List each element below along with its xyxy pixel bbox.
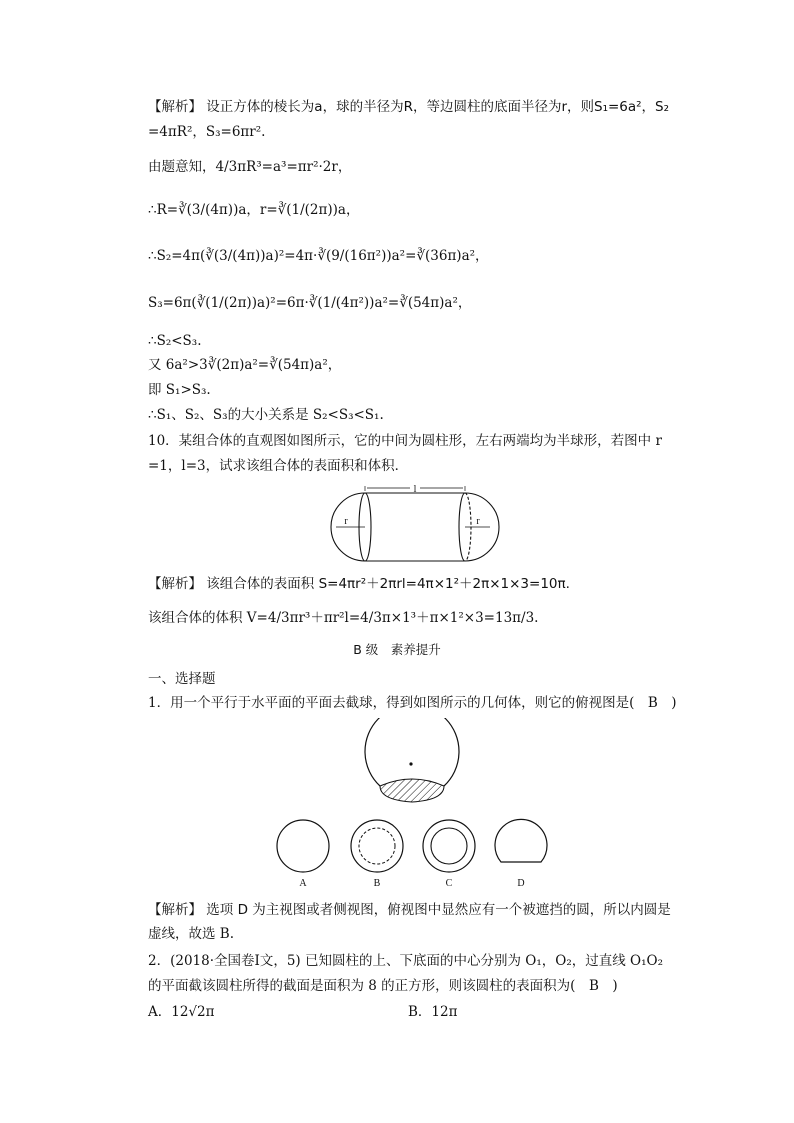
text-line: 【解析】 该组合体的表面积 S=4πr²＋2πrl=4π×1²＋2π×1×3=10π. bbox=[148, 576, 570, 592]
option-b-label: B bbox=[373, 878, 381, 889]
text-line: ∴S₂<S₃. bbox=[148, 333, 202, 349]
text-line: 即 S₁>S₃. bbox=[148, 382, 211, 398]
text-line: =1，l=3，试求该组合体的表面积和体积． bbox=[148, 458, 409, 474]
text-line: 该组合体的体积 V=4/3πr³＋πr²l=4/3π×1³＋π×1²×3=13π/3. bbox=[148, 610, 539, 626]
choice-a: A．12√2π bbox=[148, 1004, 215, 1020]
text-line: 的平面截该圆柱所得的截面是面积为 8 的正方形，则该圆柱的表面积为( B ) bbox=[148, 978, 618, 994]
text-line: ∴S₂=4π(∛(3/(4π))a)²=4π·∛(9/(16π²))a²=∛(36π)a²， bbox=[148, 248, 489, 264]
option-c-figure bbox=[421, 818, 477, 874]
text-line: 又 6a²>3∛(2π)a²=∛(54π)a²， bbox=[148, 357, 342, 373]
text-line: 由题意知，4/3πR³=a³=πr²·2r， bbox=[148, 159, 352, 175]
section-heading: B 级 素养提升 bbox=[353, 642, 441, 657]
option-d-figure bbox=[493, 818, 549, 874]
radius-label-right: r bbox=[476, 516, 480, 527]
option-c-label: C bbox=[445, 878, 453, 889]
text-line: 【解析】 选项 D 为主视图或者侧视图，俯视图中显然应有一个被遮挡的圆，所以内圆是 bbox=[148, 902, 671, 918]
length-label: l bbox=[413, 484, 417, 495]
text-line: ∴S₁、S₂、S₃的大小关系是 S₂<S₃<S₁. bbox=[148, 407, 384, 423]
question-2: 2．(2018·全国卷Ⅰ文，5) 已知圆柱的上、下底面的中心分别为 O₁，O₂，过直线 O₁O₂ bbox=[148, 953, 663, 969]
text-line: =4πR²，S₃=6πr². bbox=[148, 124, 266, 140]
question-10: 10．某组合体的直观图如图所示，它的中间为圆柱形，左右两端均为半球形，若图中 r bbox=[148, 433, 662, 449]
subsection-heading: 一、选择题 bbox=[148, 671, 216, 687]
text-line: ∴R=∛(3/(4π))a，r=∛(1/(2π))a， bbox=[148, 202, 360, 218]
question-1: 1．用一个平行于水平面的平面去截球，得到如图所示的几何体，则它的俯视图是( B ) bbox=[148, 695, 677, 711]
option-a-figure bbox=[275, 818, 331, 874]
text-line: 【解析】 设正方体的棱长为a，球的半径为R，等边圆柱的底面半径为r，则S₁=6a²，S₂ bbox=[148, 99, 670, 115]
option-d-label: D bbox=[517, 878, 525, 889]
option-a-label: A bbox=[299, 878, 307, 889]
radius-label-left: r bbox=[344, 516, 348, 527]
text-line: S₃=6π(∛(1/(2π))a)²=6π·∛(1/(4π²))a²=∛(54π)a²， bbox=[148, 295, 472, 311]
choice-b: B．12π bbox=[408, 1004, 458, 1020]
option-b-figure bbox=[349, 818, 405, 874]
truncated-sphere-figure bbox=[360, 718, 465, 806]
text-line: 虚线，故选 B. bbox=[148, 926, 235, 942]
